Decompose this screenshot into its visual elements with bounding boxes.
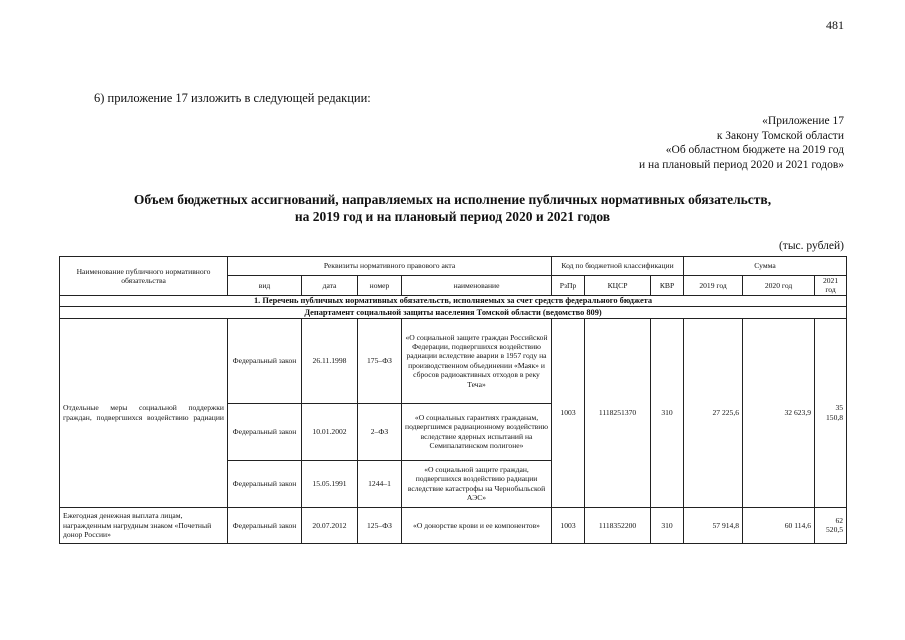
department-title: Департамент социальной защиты населения Томской области (ведомство 809): [60, 306, 847, 318]
annex-heading: [639, 114, 844, 172]
act-date: 26.11.1998: [302, 318, 358, 403]
document-title: [60, 191, 845, 225]
intro-text: 6) приложение 17 изложить в следующей редакции:: [94, 91, 371, 105]
sum-2019-cell: 27 225,6: [684, 318, 743, 507]
sum-2020-cell: 32 623,9: [743, 318, 815, 507]
rzpr-cell: 1003: [552, 507, 585, 543]
act-type: Федеральный закон: [228, 318, 302, 403]
act-title: «О социальной защите граждан Российской Федерации, подвергшихся воздействию радиации вследствие аварии в 1957 году на производственном объединении «Маяк» и сбросов радиоактивных отходов в реку Теча»: [402, 318, 552, 403]
obligations-table: [59, 256, 847, 544]
obligation-name: Отдельные меры социальной поддержки граждан, подвергшихся воздействию радиации: [60, 318, 228, 507]
header-date: дата: [302, 276, 358, 296]
header-requisites: Реквизиты нормативного правового акта: [228, 257, 552, 276]
header-kvr: КВР: [651, 276, 684, 296]
act-date: 15.05.1991: [302, 460, 358, 507]
annex-line-4: и на плановый период 2020 и 2021 годов»: [639, 158, 844, 171]
sum-2021-cell: 35 150,8: [815, 318, 847, 507]
table-row: [60, 507, 847, 543]
header-name: Наименование публичного нормативного обязательства: [60, 257, 228, 296]
act-number: 125–ФЗ: [358, 507, 402, 543]
sum-2020-cell: 60 114,6: [743, 507, 815, 543]
units-label: (тыс. рублей): [778, 240, 844, 252]
kcsr-cell: 1118251370: [585, 318, 651, 507]
annex-line-1: «Приложение 17: [762, 115, 844, 127]
act-number: 2–ФЗ: [358, 403, 402, 460]
header-act-name: наименование: [402, 276, 552, 296]
page-number: 481: [826, 18, 844, 32]
annex-line-3: «Об областном бюджете на 2019 год: [665, 144, 844, 156]
header-number: номер: [358, 276, 402, 296]
header-code: Код по бюджетной классификации: [552, 257, 684, 276]
header-type: вид: [228, 276, 302, 296]
section-row: [60, 295, 847, 306]
title-line-2: на 2019 год и на плановый период 2020 и 2021 годов: [294, 209, 611, 224]
act-date: 10.01.2002: [302, 403, 358, 460]
act-date: 20.07.2012: [302, 507, 358, 543]
act-title: «О социальных гарантиях гражданам, подвергшимся радиационному воздействию вследствие ядерных испытаний на Семипалатинском полигоне»: [402, 403, 552, 460]
section-1-title: 1. Перечень публичных нормативных обязательств, исполняемых за счет средств федерального бюджета: [60, 295, 847, 306]
act-title: «О социальной защите граждан, подвергшихся воздействию радиации вследствие катастрофы на Чернобыльской АЭС»: [402, 460, 552, 507]
obligation-name: Ежегодная денежная выплата лицам, награжденным нагрудным знаком «Почетный донор России»: [60, 507, 228, 543]
header-2020: 2020 год: [743, 276, 815, 296]
act-type: Федеральный закон: [228, 460, 302, 507]
kcsr-cell: 1118352200: [585, 507, 651, 543]
act-type: Федеральный закон: [228, 507, 302, 543]
sum-2021-cell: 62 520,5: [815, 507, 847, 543]
rzpr-cell: 1003: [552, 318, 585, 507]
sum-2019-cell: 57 914,8: [684, 507, 743, 543]
annex-line-2: к Закону Томской области: [716, 129, 844, 142]
kvr-cell: 310: [651, 507, 684, 543]
kvr-cell: 310: [651, 318, 684, 507]
title-line-1: Объем бюджетных ассигнований, направляемых на исполнение публичных нормативных обязательств,: [133, 192, 772, 207]
act-title: «О донорстве крови и ее компонентов»: [402, 507, 552, 543]
header-rzpr: РзПр: [552, 276, 585, 296]
header-row-1: [60, 257, 847, 276]
header-2019: 2019 год: [684, 276, 743, 296]
department-row: [60, 306, 847, 318]
act-number: 1244–1: [358, 460, 402, 507]
header-kcsr: КЦСР: [585, 276, 651, 296]
act-number: 175–ФЗ: [358, 318, 402, 403]
act-type: Федеральный закон: [228, 403, 302, 460]
table-row: [60, 318, 847, 403]
header-sum: Сумма: [684, 257, 847, 276]
header-2021: 2021 год: [815, 276, 847, 296]
